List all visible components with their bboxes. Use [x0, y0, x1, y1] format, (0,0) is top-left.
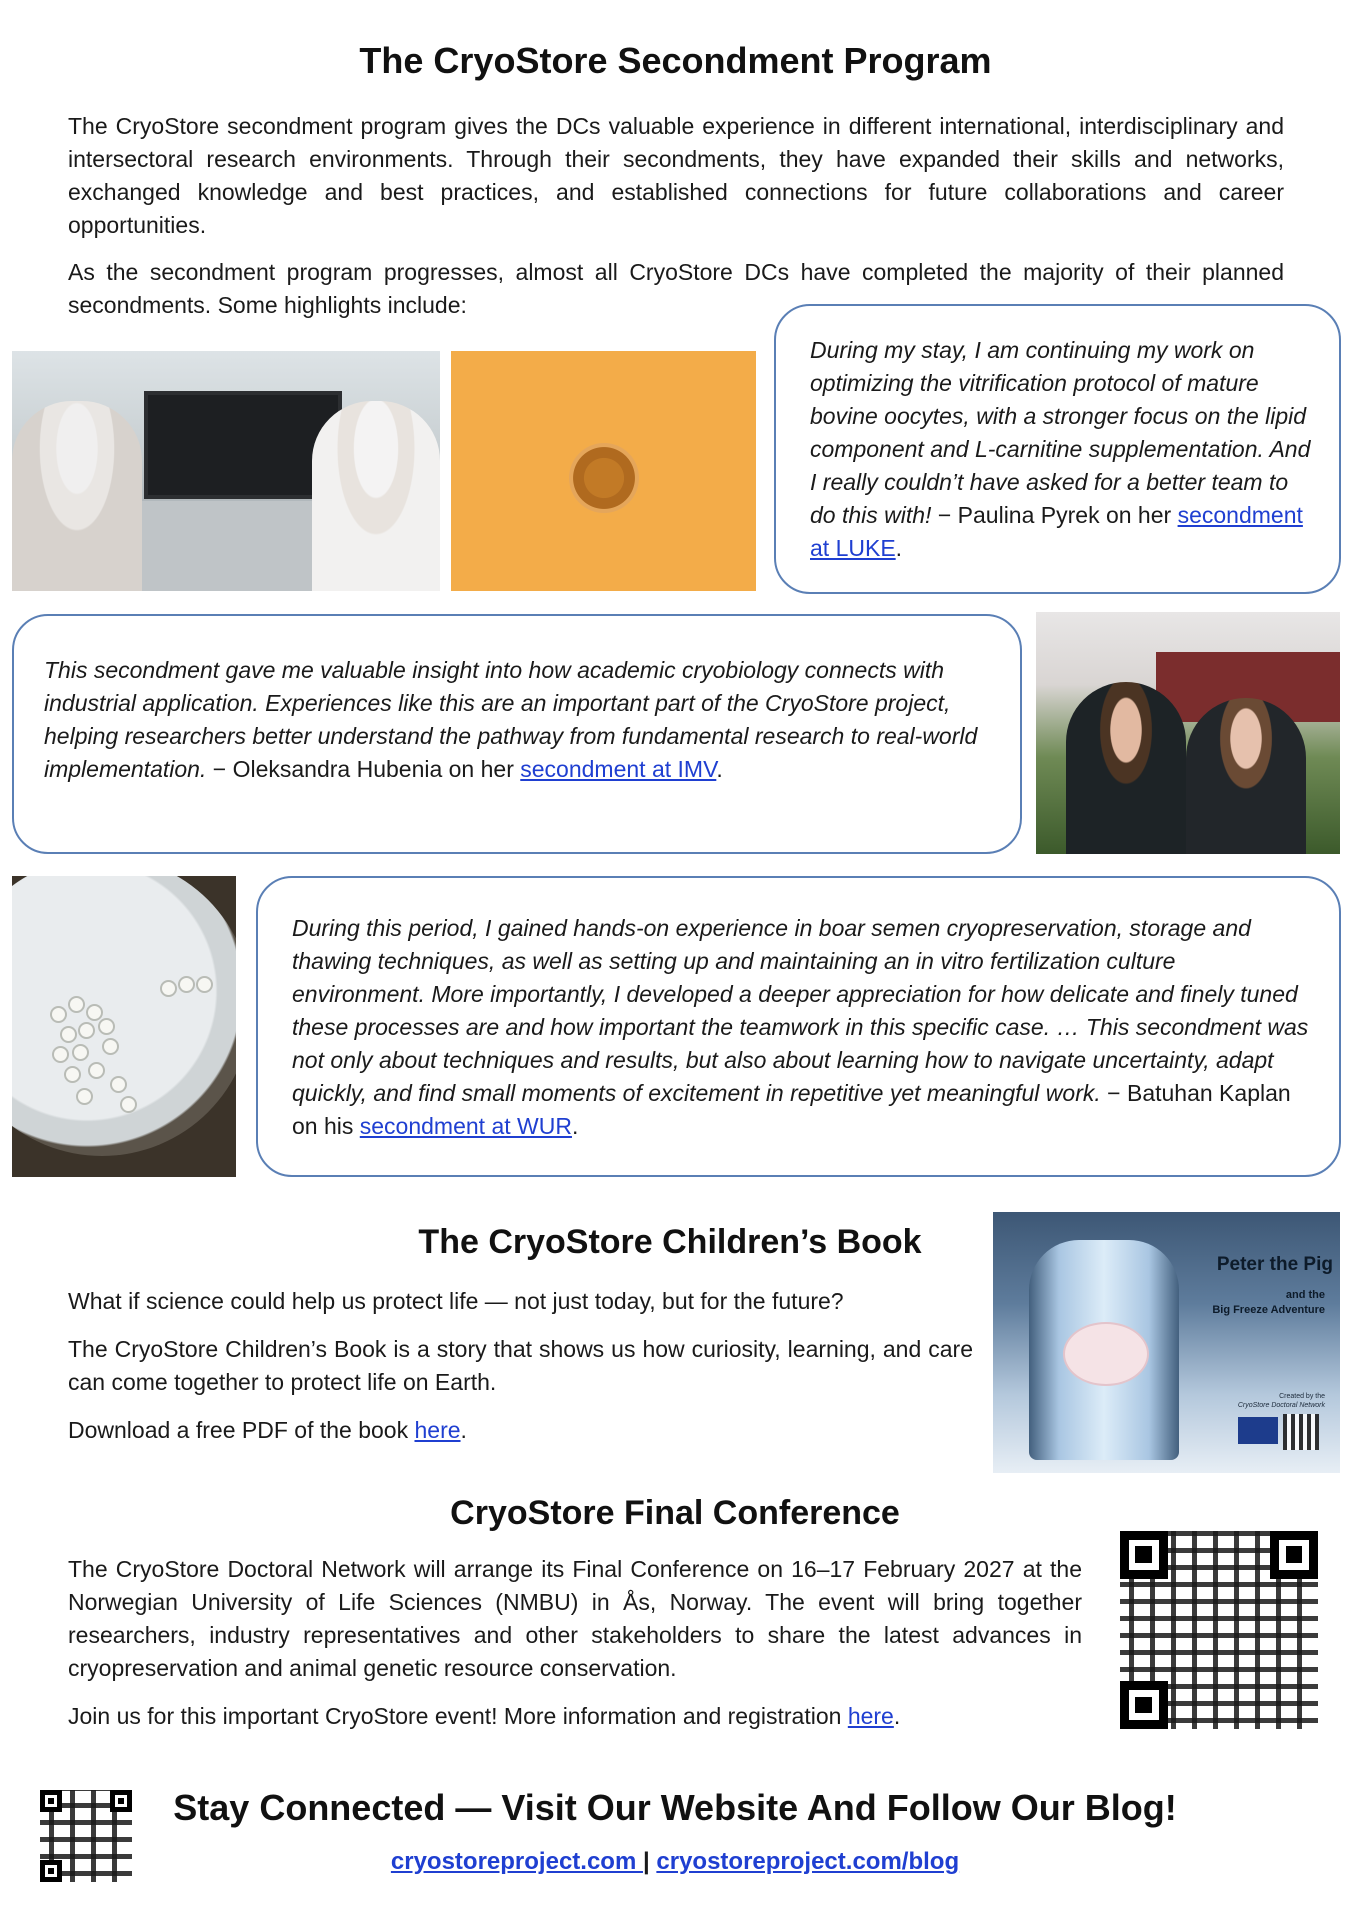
book-download-link[interactable]: here — [414, 1417, 461, 1443]
quote-text: During this period, I gained hands-on experience in boar semen cryopreservation, storage and thawing techniques, as well as setting up and maintaining an in vitro fertilization culture environment. More importantly, I developed a deeper appreciation for how delicate and finely tuned these processes are and how important the teamwork in this specific case. … This secondment was not only about techniques and results, but also about learning how to navigate uncertainty, adapt quickly, and find small moments of excitement in repetitive yet meaningful work. — [292, 915, 1309, 1106]
secondment-wur-link[interactable]: secondment at WUR — [359, 1113, 572, 1139]
footer-heading: Stay Connected — Visit Our Website And Follow Our Blog! — [173, 1787, 1177, 1828]
qr-code-icon — [1283, 1414, 1319, 1450]
quote-bubble-hubenia: This secondment gave me valuable insight into how academic cryobiology connects with industrial application. Experiences like this are an important part of the CryoStore project, helping researchers better understand the pathway from fundamental research to real-world implementation. − Oleksandra Hubenia on her secondment at IMV. — [12, 614, 1022, 854]
oocyte-photo — [451, 351, 756, 591]
page-title: The CryoStore Secondment Program — [359, 40, 992, 81]
quote-bubble-pyrek: During my stay, I am continuing my work on optimizing the vitrification protocol of mature bovine oocytes, with a stronger focus on the lipid component and L-carnitine supplementation. And I really couldn’t have asked for a better team to do this with! − Paulina Pyrek on her secondment at LUKE. — [774, 304, 1341, 594]
pig-illustration — [1063, 1322, 1149, 1386]
eu-flag-icon — [1238, 1417, 1278, 1444]
book-cover-subtitle: and the Big Freeze Adventure — [1212, 1289, 1325, 1316]
book-heading: The CryoStore Children’s Book — [418, 1223, 922, 1261]
conference-paragraph-2: Join us for this important CryoStore event! More information and registration here. — [68, 1703, 901, 1729]
blog-link[interactable]: cryostoreproject.com/blog — [656, 1848, 960, 1875]
book-paragraph-3: Download a free PDF of the book here. — [68, 1417, 467, 1443]
secondment-luke-link[interactable]: secondment at LUKE — [810, 502, 1303, 561]
quote-attribution: − Oleksandra Hubenia on her — [206, 756, 521, 782]
intro-paragraph-1: The CryoStore secondment program gives the DCs valuable experience in different international, interdisciplinary and intersectoral research environments. Through their secondments, they have expanded their skills and networks, exchanged knowledge and best practices, and established connections for future collaborations and career opportunities. — [68, 113, 1284, 238]
conference-qr-code-icon[interactable] — [1120, 1531, 1318, 1729]
conference-registration-link[interactable]: here — [847, 1703, 894, 1729]
book-cover-title: Peter the Pig — [1216, 1254, 1333, 1275]
book-paragraph-1: What if science could help us protect life — not just today, but for the future? — [68, 1288, 844, 1314]
footer-links: cryostoreproject.com | cryostoreproject.com/blog — [390, 1848, 960, 1875]
secondment-imv-link[interactable]: secondment at IMV — [520, 756, 717, 782]
embryos-microscope-photo — [12, 876, 236, 1177]
book-cover-image[interactable] — [993, 1212, 1340, 1473]
quote-attribution: − Paulina Pyrek on her — [931, 502, 1178, 528]
lab-photo — [12, 351, 440, 591]
quote-bubble-kaplan: During this period, I gained hands-on experience in boar semen cryopreservation, storage and thawing techniques, as well as setting up and maintaining an in vitro fertilization culture environment. More importantly, I developed a deeper appreciation for how delicate and finely tuned these processes are and how important the teamwork in this specific case. … This secondment was not only about techniques and results, but also about learning how to navigate uncertainty, adapt quickly, and find small moments of excitement in repetitive yet meaningful work. − Batuhan Kaplan on his secondment at WUR. — [256, 876, 1341, 1177]
website-qr-code-icon[interactable] — [40, 1790, 132, 1882]
quote-text: This secondment gave me valuable insight into how academic cryobiology connects with industrial application. Experiences like this are an important part of the CryoStore project, helping researchers better understand the pathway from fundamental research to real-world implementation. — [44, 657, 978, 782]
intro-paragraph-2: As the secondment program progresses, almost all CryoStore DCs have completed the majority of their planned secondments. Some highlights include: — [68, 259, 1284, 318]
conference-heading: CryoStore Final Conference — [450, 1494, 900, 1532]
book-cover-credit: Created by the CryoStore Doctoral Network — [1237, 1393, 1325, 1409]
book-paragraph-2: The CryoStore Children’s Book is a story that shows us how curiosity, learning, and care can come together to protect life on Earth. — [68, 1336, 973, 1395]
quote-attribution: − Batuhan Kaplan on his — [292, 1080, 1291, 1139]
conference-paragraph-1: The CryoStore Doctoral Network will arrange its Final Conference on 16–17 February 2027 at the Norwegian University of Life Sciences (NMBU) in Ås, Norway. The event will bring together researchers, industry representatives and other stakeholders to share the latest advances in cryopreservation and animal genetic resource conservation. — [68, 1556, 1082, 1681]
website-link[interactable]: cryostoreproject.com — [390, 1848, 643, 1875]
quote-text: During my stay, I am continuing my work on optimizing the vitrification protocol of mature bovine oocytes, with a stronger focus on the lipid component and L-carnitine supplementation. And I really couldn’t have asked for a better team to do this with! — [810, 337, 1311, 528]
two-researchers-photo — [1036, 612, 1340, 854]
